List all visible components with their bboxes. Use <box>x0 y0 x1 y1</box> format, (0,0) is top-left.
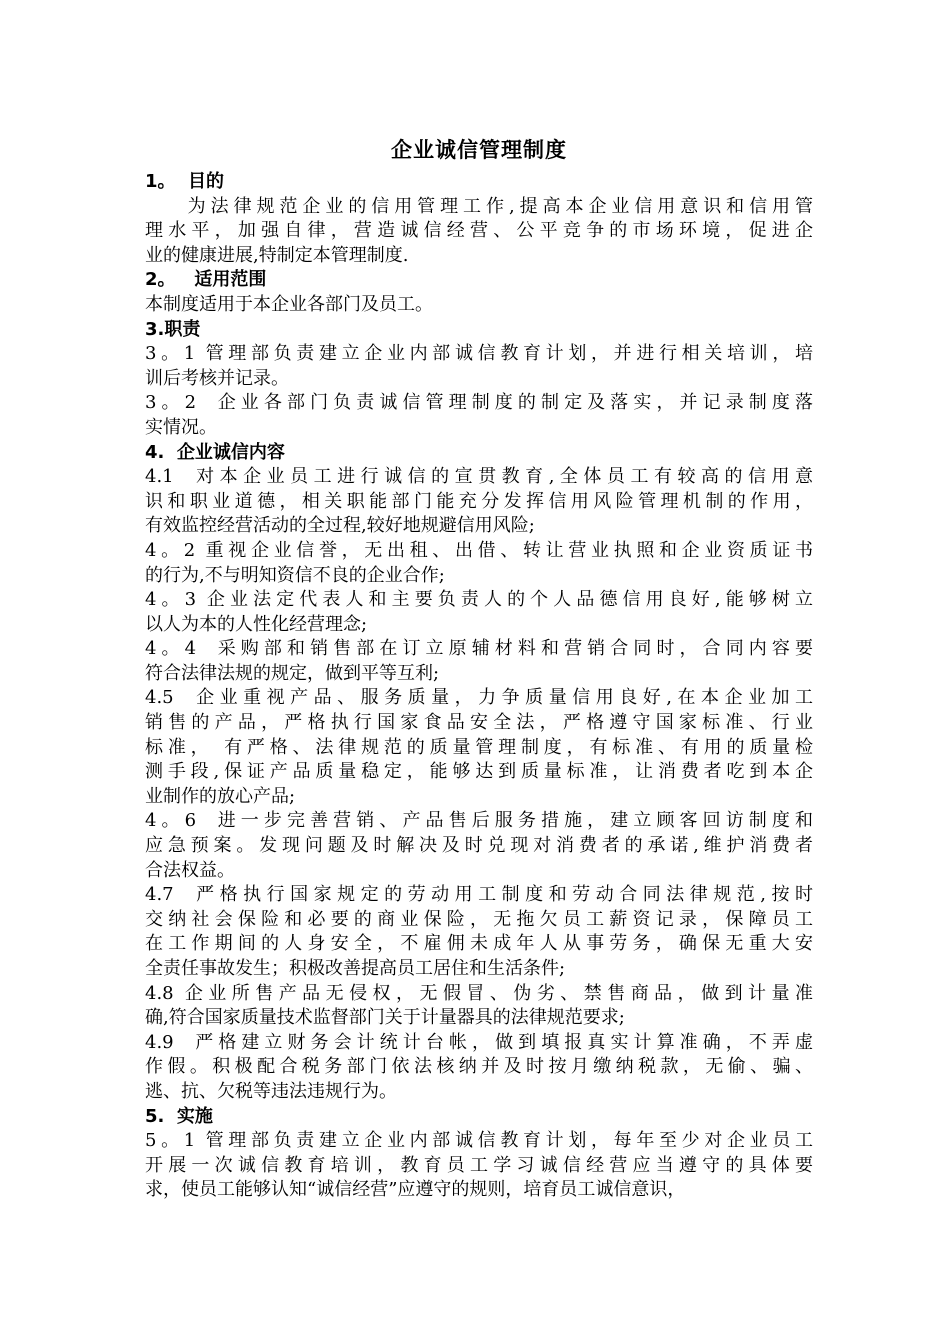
paragraph-line: 业的健康进展,特制定本管理制度. <box>145 244 409 266</box>
paragraph-line: 测手段,保证产品质量稳定，能够达到质量标准，让消费者吃到本企 <box>145 761 813 783</box>
paragraph <box>145 465 813 539</box>
paragraph-line: 理水平，加强自律，营造诚信经营、公平竞争的市场环境，促进企 <box>145 220 813 242</box>
paragraph-line: 4.7 严格执行国家规定的劳动用工制度和劳动合同法律规范,按时 <box>145 884 813 906</box>
paragraph-line: 为法律规范企业的信用管理工作,提高本企业信用意识和信用管 <box>145 195 813 217</box>
paragraph-line: 业制作的放心产品; <box>145 785 296 807</box>
paragraph-line: 识和职业道德，相关职能部门能充分发挥信用风险管理机制的作用， <box>145 490 813 512</box>
paragraph <box>145 982 813 1031</box>
paragraph-line: 5。1 管理部负责建立企业内部诚信教育计划，每年至少对企业员工 <box>145 1130 813 1152</box>
paragraph-line: 在工作期间的人身安全，不雇佣未成年人从事劳务，确保无重大安 <box>145 933 813 955</box>
paragraph-line: 3。1 管理部负责建立企业内部诚信教育计划，并进行相关培训，培 <box>145 343 813 365</box>
section-heading: 3.职责 <box>145 318 201 340</box>
paragraph-line: 确,符合国家质量技术监督部门关于计量器具的法律规范要求; <box>145 1007 625 1029</box>
section-heading: 5. 实施 <box>145 1105 213 1127</box>
paragraph-line: 4。4 采购部和销售部在订立原辅材料和营销合同时，合同内容要 <box>145 638 813 660</box>
paragraph <box>145 391 813 440</box>
paragraph <box>145 293 813 318</box>
paragraph <box>145 588 813 637</box>
paragraph-line: 交纳社会保险和必要的商业保险，无拖欠员工薪资记录，保障员工 <box>145 908 813 930</box>
paragraph-line: 全责任事故发生；积极改善提高员工居住和生活条件; <box>145 958 566 979</box>
paragraph <box>145 883 813 981</box>
paragraph-line: 的行为,不与明知资信不良的企业合作; <box>145 564 445 586</box>
paragraph-line: 4.8 企业所售产品无侵权，无假冒、伪劣、禁售商品，做到计量准 <box>145 982 813 1004</box>
paragraph <box>145 195 813 269</box>
paragraph <box>145 809 813 883</box>
paragraph-line: 销售的产品，严格执行国家食品安全法，严格遵守国家标准、行业 <box>145 712 813 734</box>
paragraph-line: 逃、抗、欠税等违法违规行为。 <box>145 1080 397 1102</box>
paragraph-line: 4。3 企业法定代表人和主要负责人的个人品德信用良好,能够树立 <box>145 589 813 611</box>
document-page <box>145 130 813 1203</box>
paragraph <box>145 1129 813 1203</box>
paragraph <box>145 686 813 809</box>
paragraph-line: 4。6 进一步完善营销、产品售后服务措施，建立顾客回访制度和 <box>145 810 813 832</box>
document-body <box>145 170 813 1203</box>
paragraph-line: 4。2 重视企业信誉，无出租、出借、转让营业执照和企业资质证书 <box>145 539 813 561</box>
paragraph-line: 4.9 严格建立财务会计统计台帐，做到填报真实计算准确，不弄虚 <box>145 1031 813 1053</box>
paragraph-line: 本制度适用于本企业各部门及员工。 <box>145 293 433 315</box>
paragraph <box>145 342 813 391</box>
paragraph-line: 有效监控经营活动的全过程,较好地规避信用风险; <box>145 515 535 537</box>
paragraph <box>145 539 813 588</box>
paragraph-line: 3。2 企业各部门负责诚信管理制度的制定及落实，并记录制度落 <box>145 392 813 414</box>
paragraph-line: 标准， 有严格、法律规范的质量管理制度，有标准、有用的质量检 <box>145 736 813 758</box>
section-heading: 4. 企业诚信内容 <box>145 441 285 463</box>
paragraph-line: 合法权益。 <box>145 859 235 881</box>
paragraph-line: 求，使员工能够认知“诚信经营”应遵守的规则，培育员工诚信意识， <box>145 1179 686 1201</box>
paragraph <box>145 1031 813 1105</box>
paragraph-line: 训后考核并记录。 <box>145 367 289 389</box>
paragraph-line: 实情况。 <box>145 416 217 438</box>
paragraph <box>145 637 813 686</box>
paragraph-line: 作假。积极配合税务部门依法核纳并及时按月缴纳税款，无偷、骗、 <box>145 1056 813 1078</box>
section-heading: 2。 适用范围 <box>145 269 267 291</box>
paragraph-line: 4.1 对本企业员工进行诚信的宣贯教育,全体员工有较高的信用意 <box>145 466 813 488</box>
paragraph-line: 符合法律法规的规定，做到平等互利; <box>145 662 440 684</box>
section-heading: 1。 目的 <box>145 171 225 192</box>
paragraph-line: 4.5 企业重视产品、服务质量，力争质量信用良好,在本企业加工 <box>145 687 813 709</box>
paragraph-line: 以人为本的人性化经营理念; <box>145 613 368 635</box>
paragraph-line: 开展一次诚信教育培训，教育员工学习诚信经营应当遵守的具体要 <box>145 1154 813 1176</box>
paragraph-line: 应急预案。发现问题及时解决及时兑现对消费者的承诺,维护消费者 <box>145 835 813 857</box>
document-title: 企业诚信管理制度 <box>391 138 567 162</box>
